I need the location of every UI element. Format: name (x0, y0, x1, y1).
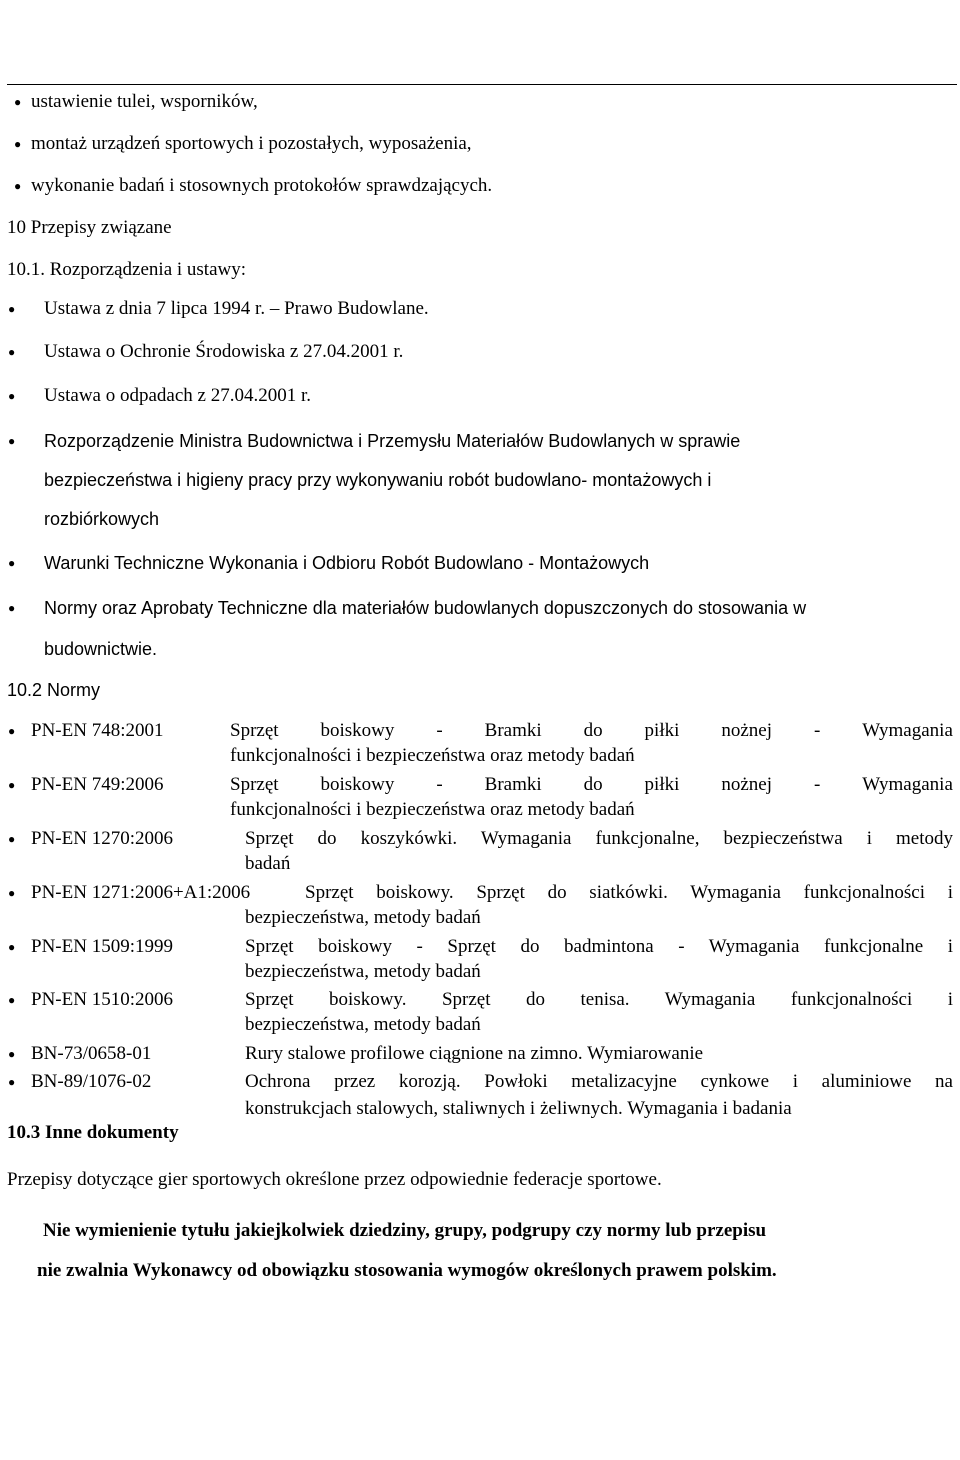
list-item: Warunki Techniczne Wykonania i Odbioru Robót Budowlano - Montażowych (44, 553, 650, 573)
norm-title-word: Wymagania (862, 774, 953, 795)
norm-title-word: - (436, 774, 443, 795)
norm-title-cont: funkcjonalności i bezpieczeństwa oraz metody badań (230, 745, 635, 766)
bullet-icon (8, 1043, 15, 1065)
final-note-line: Nie wymienienie tytułu jakiejkolwiek dziedziny, grupy, podgrupy czy normy lub przepisu (43, 1220, 767, 1241)
norm-title-cont: bezpieczeństwa, metody badań (245, 961, 481, 982)
list-item-cont: budownictwie. (44, 639, 158, 659)
bullet-icon (8, 828, 15, 850)
list-item: wykonanie badań i stosownych protokołów sprawdzających. (31, 175, 493, 196)
bullet-icon (8, 341, 15, 363)
list-item: Ustawa z dnia 7 lipca 1994 r. – Prawo Budowlane. (44, 298, 429, 319)
list-item: Ustawa o odpadach z 27.04.2001 r. (44, 385, 311, 406)
norm-title: Sprzęt boiskowy. Sprzęt do siatkówki. Wymagania funkcjonalności i (305, 882, 953, 903)
norm-title-word: nożnej (721, 774, 772, 795)
list-item: ustawienie tulei, wsporników, (31, 91, 258, 112)
other-docs-text: Przepisy dotyczące gier sportowych określone przez odpowiednie federacje sportowe. (7, 1169, 662, 1190)
norm-code: PN-EN 1271:2006+A1:2006 (31, 882, 251, 903)
norm-title-word: - (436, 720, 443, 741)
list-item: montaż urządzeń sportowych i pozostałych, wyposażenia, (31, 133, 472, 154)
norm-code: PN-EN 749:2006 (31, 774, 164, 795)
bullet-icon (14, 175, 21, 197)
norm-title-word: nożnej (721, 720, 772, 741)
norm-code: PN-EN 1510:2006 (31, 989, 173, 1010)
norm-title-word: boiskowy (320, 774, 395, 795)
regulation-line: Rozporządzenie Ministra Budownictwa i Przemysłu Materiałów Budowlanych w sprawie (44, 431, 741, 451)
section-heading-10: 10 Przepisy związane (7, 217, 172, 238)
norm-title-word: boiskowy (320, 720, 395, 741)
bullet-icon (14, 133, 21, 155)
norm-title-cont: konstrukcjach stalowych, staliwnych i żeliwnych. Wymagania i badania (245, 1098, 792, 1119)
final-note-line: nie zwalnia Wykonawcy od obowiązku stosowania wymogów określonych prawem polskim. (37, 1260, 777, 1281)
regulation-line: rozbiórkowych (44, 509, 160, 529)
norm-title-word: Bramki (484, 720, 542, 741)
bullet-icon (8, 774, 15, 796)
section-heading-10-2: 10.2 Normy (7, 680, 101, 700)
bullet-icon (8, 989, 15, 1011)
norm-title: Sprzęt boiskowy. Sprzęt do tenisa. Wymagania funkcjonalności i (245, 989, 953, 1010)
norm-title-word: Bramki (484, 774, 542, 795)
norm-code: PN-EN 748:2001 (31, 720, 164, 741)
norm-title: Ochrona przez korozją. Powłoki metalizacyjne cynkowe i aluminiowe na (245, 1071, 953, 1092)
norm-title-word: piłki (644, 774, 680, 795)
norm-title-word: piłki (644, 720, 680, 741)
norm-title-word: - (813, 720, 821, 741)
list-item: Normy oraz Aprobaty Techniczne dla materiałów budowlanych dopuszczonych do stosowania w (44, 598, 807, 618)
norm-title: Rury stalowe profilowe ciągnione na zimno. Wymiarowanie (245, 1043, 704, 1064)
norm-title-word: do (583, 774, 603, 795)
norm-title-cont: badań (245, 853, 291, 874)
norm-title-cont: bezpieczeństwa, metody badań (245, 907, 481, 928)
bullet-icon (8, 430, 15, 452)
list-item: Ustawa o Ochronie Środowiska z 27.04.2001 r. (44, 341, 404, 362)
section-heading-10-1: 10.1. Rozporządzenia i ustawy: (7, 259, 247, 280)
bullet-icon (8, 720, 15, 742)
norm-code: BN-89/1076-02 (31, 1071, 152, 1092)
bullet-icon (14, 91, 21, 113)
norm-title (230, 774, 953, 796)
bullet-icon (8, 597, 15, 619)
norm-title: Sprzęt boiskowy - Sprzęt do badmintona - Wymagania funkcjonalne i (245, 936, 953, 957)
header-rule (7, 84, 957, 85)
norm-title: Sprzęt do koszykówki. Wymagania funkcjonalne, bezpieczeństwa i metody (245, 828, 953, 849)
norm-code: PN-EN 1270:2006 (31, 828, 173, 849)
norm-title-word: Wymagania (862, 720, 953, 741)
bullet-icon (8, 882, 15, 904)
norm-code: PN-EN 1509:1999 (31, 936, 173, 957)
bullet-icon (8, 385, 15, 407)
bullet-icon (8, 552, 15, 574)
norm-title-cont: bezpieczeństwa, metody badań (245, 1014, 481, 1035)
regulation-line: bezpieczeństwa i higieny pracy przy wykonywaniu robót budowlano- montażowych i (44, 470, 712, 490)
bullet-icon (8, 1071, 15, 1093)
bullet-icon (8, 936, 15, 958)
norm-code: BN-73/0658-01 (31, 1043, 152, 1064)
norm-title-word: - (813, 774, 821, 795)
section-heading-10-3: 10.3 Inne dokumenty (7, 1122, 179, 1143)
norm-title-word: do (583, 720, 603, 741)
norm-title-cont: funkcjonalności i bezpieczeństwa oraz metody badań (230, 799, 635, 820)
norm-title-word: Sprzęt (230, 720, 279, 741)
norm-title (230, 720, 953, 742)
norm-title-word: Sprzęt (230, 774, 279, 795)
bullet-icon (8, 298, 15, 320)
